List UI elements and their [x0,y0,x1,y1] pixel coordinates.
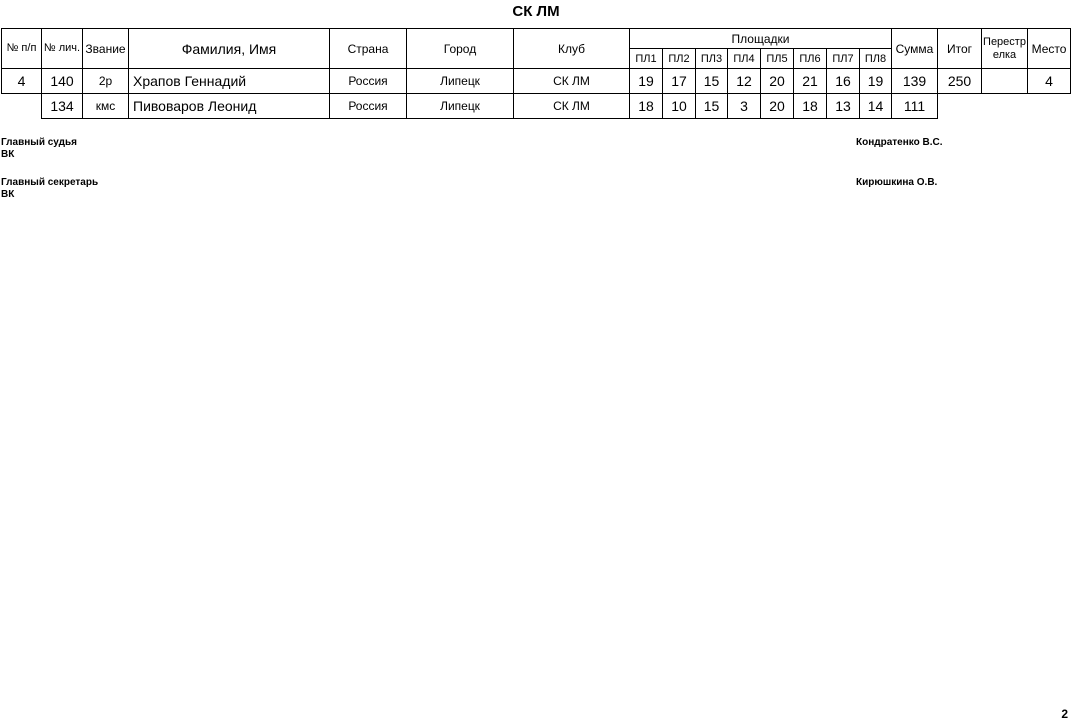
cell-site: 19 [630,69,663,94]
cell-site: 13 [827,94,860,119]
cell-city: Липецк [407,94,514,119]
results-table [1,28,1071,119]
cell-club: СК ЛМ [514,94,630,119]
header-site-3: ПЛ3 [696,49,728,69]
cell-lic: 140 [42,69,83,94]
cell-site: 16 [827,69,860,94]
cell-site: 20 [761,69,794,94]
cell-empty [1028,94,1071,119]
header-country: Страна [330,29,407,69]
cell-country: Россия [330,94,407,119]
cell-country: Россия [330,69,407,94]
header-lic: № лич. [42,29,83,69]
document-title: СК ЛМ [512,3,560,20]
cell-lic: 134 [42,94,83,119]
page-number: 2 [1061,707,1068,721]
cell-site: 19 [860,69,892,94]
cell-site: 18 [794,94,827,119]
header-rank: Звание [83,29,129,69]
header-sum: Сумма [892,29,938,69]
cell-site: 21 [794,69,827,94]
cell-sum: 139 [892,69,938,94]
cell-place: 4 [1028,69,1071,94]
cell-total: 250 [938,69,982,94]
cell-site: 20 [761,94,794,119]
cell-site: 3 [728,94,761,119]
cell-site: 18 [630,94,663,119]
cell-name: Пивоваров Леонид [129,94,330,119]
header-place: Место [1028,29,1071,69]
cell-site: 14 [860,94,892,119]
header-name: Фамилия, Имя [129,29,330,69]
judge-name: Кондратенко В.С. [856,137,943,148]
cell-name: Храпов Геннадий [129,69,330,94]
cell-site: 17 [663,69,696,94]
header-club: Клуб [514,29,630,69]
cell-num [2,94,42,119]
cell-site: 15 [696,69,728,94]
header-site-5: ПЛ5 [761,49,794,69]
header-site-1: ПЛ1 [630,49,663,69]
header-num: № п/п [2,29,42,69]
header-site-7: ПЛ7 [827,49,860,69]
judge-category: ВК [1,149,15,160]
cell-empty [982,94,1028,119]
secretary-name: Кирюшкина О.В. [856,177,938,188]
table-row [2,69,1071,94]
cell-shootoff [982,69,1028,94]
header-sites: Площадки [630,29,892,49]
secretary-category: ВК [1,189,15,200]
header-site-2: ПЛ2 [663,49,696,69]
cell-rank: 2р [83,69,129,94]
cell-club: СК ЛМ [514,69,630,94]
cell-num: 4 [2,69,42,94]
header-city: Город [407,29,514,69]
cell-site: 10 [663,94,696,119]
cell-rank: кмс [83,94,129,119]
table-row [2,94,1071,119]
cell-site: 15 [696,94,728,119]
judge-label: Главный судья [1,137,77,148]
header-site-4: ПЛ4 [728,49,761,69]
secretary-label: Главный секретарь [1,177,99,188]
header-total: Итог [938,29,982,69]
cell-empty [938,94,982,119]
header-shootoff: Перестрелка [982,29,1028,69]
cell-site: 12 [728,69,761,94]
cell-city: Липецк [407,69,514,94]
cell-sum: 111 [892,94,938,119]
header-site-6: ПЛ6 [794,49,827,69]
header-site-8: ПЛ8 [860,49,892,69]
